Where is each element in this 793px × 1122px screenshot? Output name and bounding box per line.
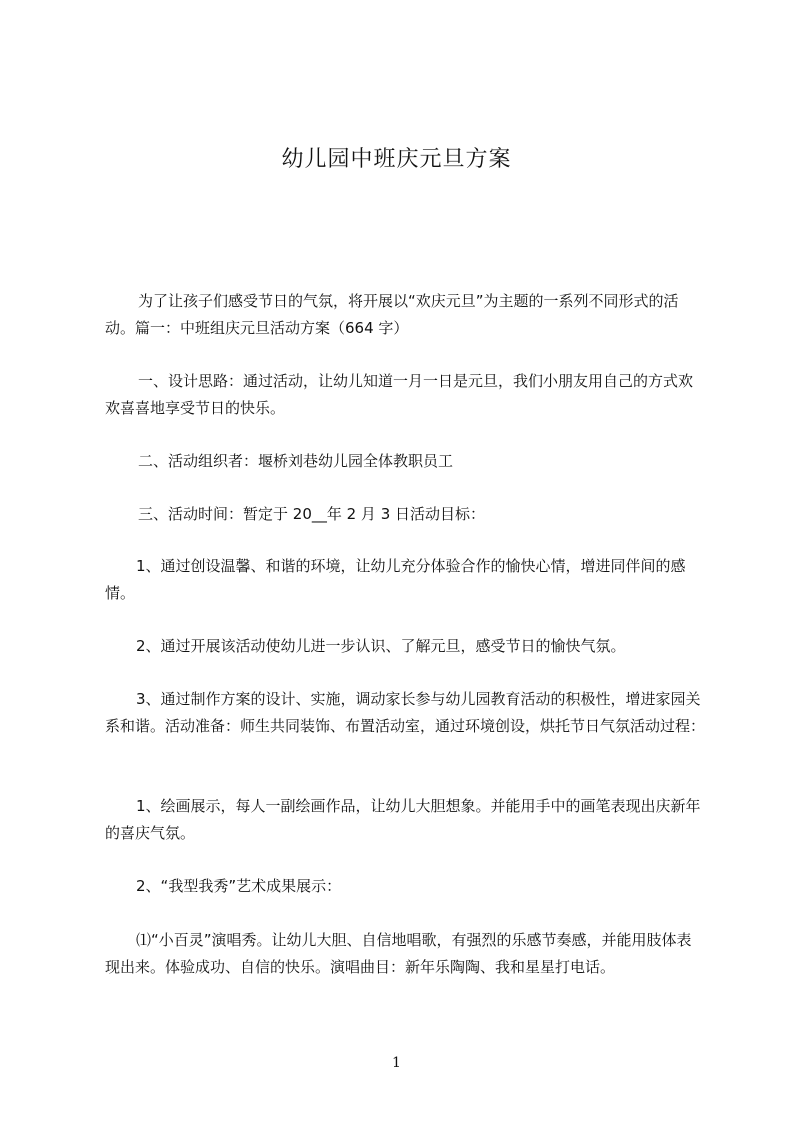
paragraph-step-2-1: ⑴“小百灵”演唱秀。让幼儿大胆、自信地唱歌，有强烈的乐感节奏感，并能用肢体表现出来。体验成功、自信的快乐。演唱曲目：新年乐陶陶、我和星星打电话。 [105,931,692,976]
paragraph-intro: 为了让孩子们感受节日的气氛，将开展以“欢庆元旦”为主题的一系列不同形式的活动。篇一：中班组庆元旦活动方案（664 字） [105,292,679,337]
paragraph-goal-2: 2、通过开展该活动使幼儿进一步认识、了解元旦，感受节日的愉快气氛。 [136,637,626,655]
paragraph-time: 三、活动时间：暂定于 20__年 2 月 3 日活动目标： [138,505,486,523]
paragraph-design-idea: 一、设计思路：通过活动，让幼儿知道一月一日是元旦，我们小朋友用自己的方式欢欢喜喜地享受节日的快乐。 [105,372,694,417]
paragraph-goal-3: 3、通过制作方案的设计、实施，调动家长参与幼儿园教育活动的积极性，增进家园关系和谐。活动准备：师生共同装饰、布置活动室，通过环境创设，烘托节日气氛活动过程： [105,690,706,735]
paragraph-goal-1: 1、通过创设温馨、和谐的环境，让幼儿充分体验合作的愉快心情，增进同伴间的感情。 [105,557,686,602]
page-number: 1 [392,1055,401,1071]
paragraph-organizer: 二、活动组织者：堰桥刘巷幼儿园全体教职员工 [138,452,454,470]
paragraph-step-1: 1、绘画展示，每人一副绘画作品，让幼儿大胆想象。并能用手中的画笔表现出庆新年的喜庆气氛。 [105,797,701,842]
document-title: 幼儿园中班庆元旦方案 [281,147,512,172]
paragraph-step-2: 2、“我型我秀”艺术成果展示： [136,877,342,895]
